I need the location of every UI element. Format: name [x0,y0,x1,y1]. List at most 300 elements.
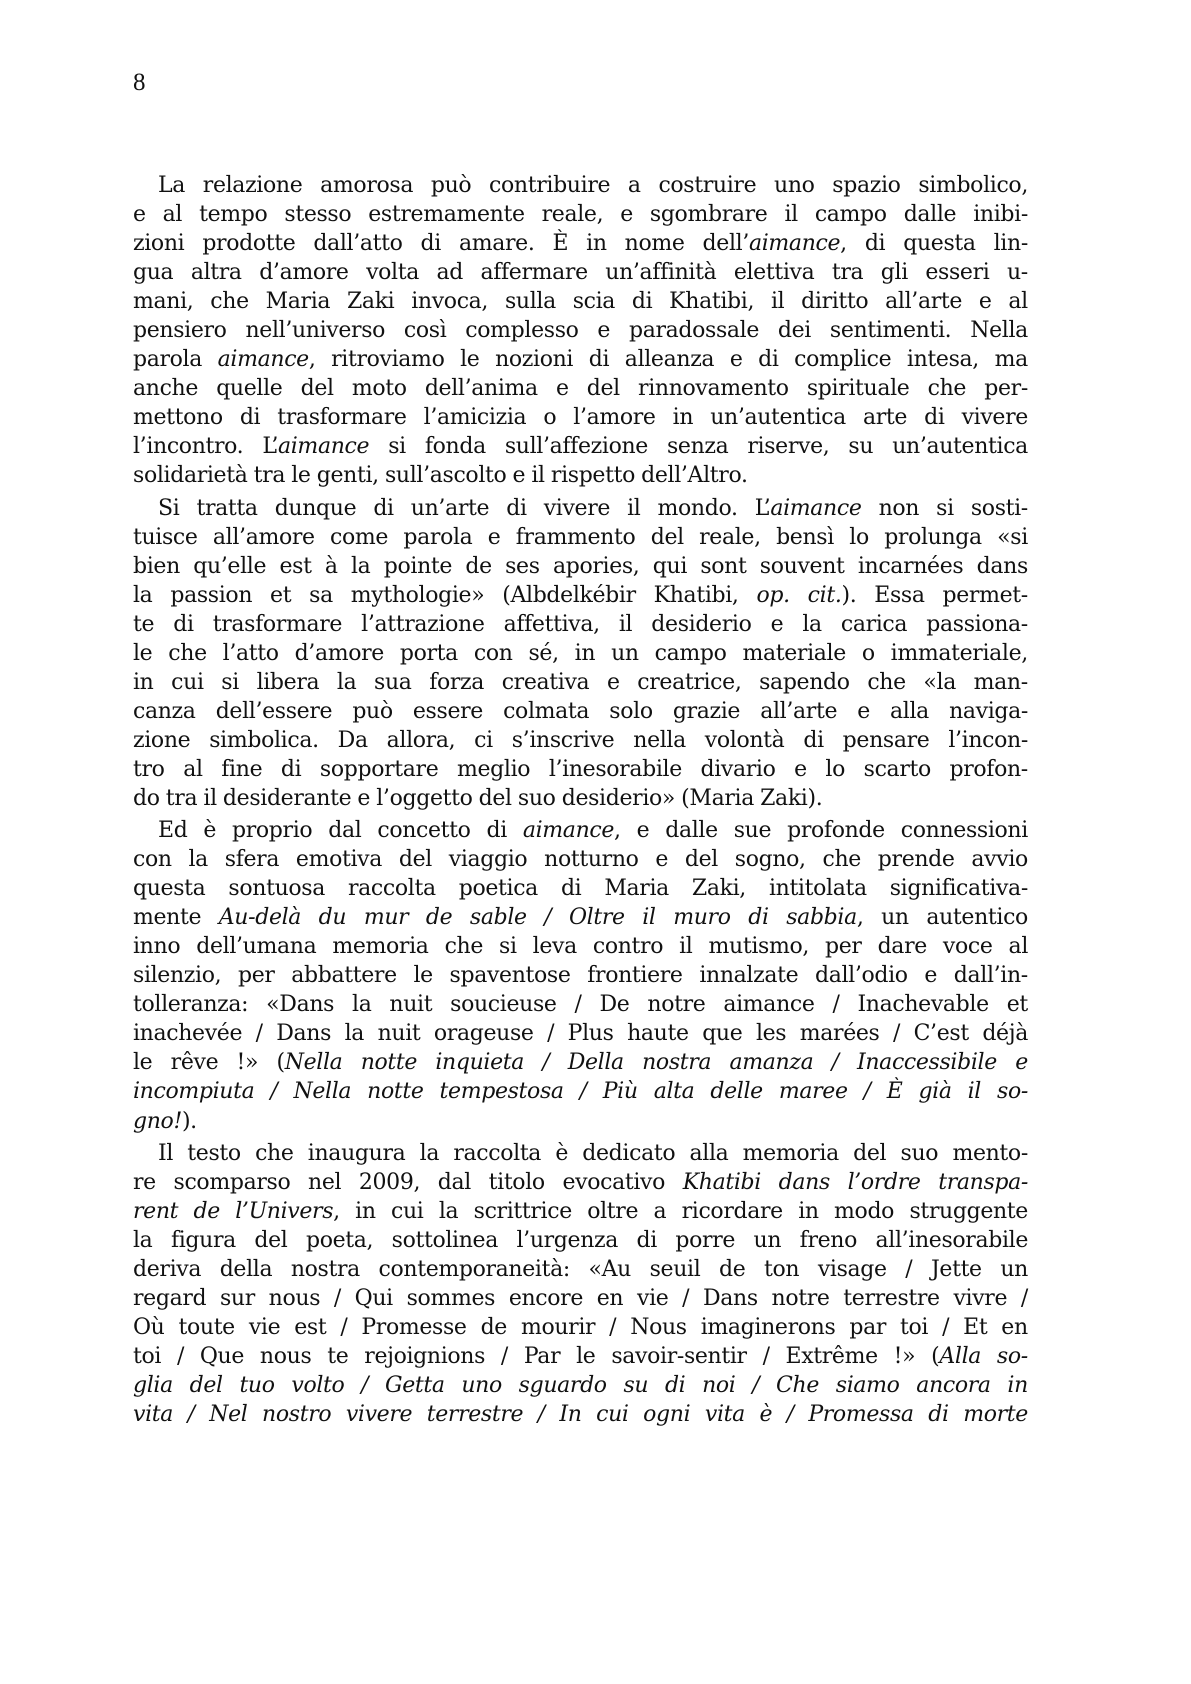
word [470,903,527,932]
italic-text: Inaccessibile [857,1050,997,1076]
word [361,1313,466,1342]
word [627,1019,689,1048]
text-line [133,755,1028,784]
italic-text: è [759,1401,773,1427]
word [764,1255,799,1284]
text: Khatibi, [669,289,755,315]
text-line [133,552,1028,581]
italic-text: aimance [770,495,862,521]
text-line [133,1255,1028,1284]
text: così [403,318,447,344]
word [742,639,845,668]
word [926,903,1028,932]
text: porre [675,1227,736,1253]
word [133,345,202,374]
word [538,1400,545,1429]
word [807,374,910,403]
text: che [210,289,249,315]
word [440,1077,564,1106]
word [997,1342,1028,1371]
text: relazione [202,173,303,198]
text: gli [880,260,908,286]
word [673,697,740,726]
text: scomparso [173,1169,291,1195]
word [505,287,556,316]
word [568,1048,624,1077]
text: d’amore [259,260,349,286]
text: può [430,173,472,198]
word [778,316,811,345]
word [690,1139,729,1168]
word [900,1313,928,1342]
text: autentico [926,905,1028,931]
text: tra [831,260,864,286]
word [555,1139,568,1168]
italic-text: gno! [133,1108,182,1134]
word [194,1197,220,1226]
text: sgombrare [649,202,768,228]
italic-text: Nella [284,1050,343,1076]
word [424,403,527,432]
word [425,374,538,403]
word [667,432,728,461]
text: come [330,524,389,550]
italic-text: l’ordre [847,1169,921,1195]
word [544,494,610,523]
word [857,697,870,726]
word [637,816,650,845]
text: La [158,173,186,198]
word [637,1226,657,1255]
italic-text: tempestosa [439,1079,564,1105]
word [239,1371,274,1400]
italic-text: / [831,1050,839,1076]
word [756,1019,786,1048]
word [133,990,248,1019]
word [580,1077,587,1106]
word [655,845,668,874]
text: dare [877,934,927,960]
text: cui [391,1198,424,1224]
italic-text: nostra [642,1050,712,1076]
text: desiderante [222,785,352,811]
word [633,726,686,755]
italic-text: notte [367,1079,424,1105]
text-line [133,639,1028,668]
word [926,610,1028,639]
word [703,229,847,258]
word [974,668,1028,697]
word [479,784,512,813]
word [561,874,581,903]
text-line [133,874,1028,903]
word [319,903,347,932]
text: silenzio, [133,963,222,989]
word [760,552,845,581]
text: aimance [723,992,815,1018]
text: e [357,785,371,811]
text: oltre [587,1198,639,1224]
word [863,403,907,432]
word [345,1019,364,1048]
word [843,1284,939,1313]
text: volta [366,260,419,286]
word [949,697,1028,726]
text: avvio [971,847,1028,873]
text: nostra [290,1256,360,1282]
text: di [486,818,507,844]
text: e [924,963,938,989]
text: o [543,405,557,431]
word [630,1313,687,1342]
text: mento- [952,1140,1028,1166]
word [133,610,154,639]
text: meglio [457,756,531,782]
word [582,1139,675,1168]
text: volontà [704,727,785,753]
word [818,1255,887,1284]
text: può [352,698,393,724]
text: prodotte [202,231,296,257]
text: anche [133,376,199,402]
text: qui [652,553,688,579]
word [637,668,741,697]
word [683,1168,761,1197]
word [1007,990,1028,1019]
italic-text: rent [133,1198,179,1224]
word [357,784,370,813]
word [779,1077,848,1106]
text: inachevée [133,1021,243,1047]
text: il [679,934,693,960]
text: emotiva [295,847,383,873]
word [133,1284,206,1313]
text: re [133,1169,156,1195]
text: Nous [630,1314,687,1340]
word [682,1197,783,1226]
word [133,1019,242,1048]
word [429,668,484,697]
text: sa [309,582,333,608]
text: suo [900,1140,939,1166]
italic-text: Khatibi [682,1169,761,1195]
word [891,639,1028,668]
text: ). [181,1108,197,1134]
text: toi [133,1343,162,1369]
text: Inachevable [857,992,989,1018]
italic-text: sabbia [786,905,857,931]
italic-text: Nella [293,1079,352,1105]
text: l’urgenza [516,1227,619,1253]
text: inibi- [973,202,1028,228]
word [864,1077,871,1106]
text: di [864,231,886,257]
text: terrestre [843,1285,940,1311]
text: fonda [424,434,486,460]
word [438,1168,471,1197]
text: rejoignions [364,1343,486,1369]
word [133,1168,156,1197]
word [779,1168,830,1197]
text: , [614,818,621,844]
word [203,784,216,813]
word [848,1168,921,1197]
word [133,755,165,784]
word [776,523,834,552]
text: dunque [274,495,357,521]
text: gua [133,260,174,286]
text: paradossale [628,318,760,344]
word [377,816,470,845]
word [1007,258,1028,287]
word [747,432,829,461]
word [754,1226,782,1255]
text: arte [862,405,908,431]
italic-text: aimance [748,231,841,257]
word [832,171,900,200]
word [457,755,530,784]
word [509,1284,583,1313]
word [801,287,868,316]
word [133,1226,152,1255]
word [800,1226,857,1255]
text: / [1020,1285,1028,1311]
text-line [133,845,1028,874]
text: in [355,1198,376,1224]
text: proprio [232,818,313,844]
word [355,1284,393,1313]
italic-text: cui [596,1401,629,1427]
text: del [478,785,512,811]
text-line [133,229,1028,258]
text: in [574,640,596,666]
word [133,1255,201,1284]
text: in [798,1198,819,1224]
word [794,755,807,784]
italic-text: incompiuta [133,1079,255,1105]
text: e [597,318,611,344]
word [849,523,869,552]
text: di [280,756,302,782]
word [331,345,444,374]
word [701,1313,836,1342]
text: al [183,756,203,782]
text: pensiero [133,318,227,344]
word [501,1342,508,1371]
text: la [419,1140,440,1166]
text: abbattere [291,963,397,989]
text: del [853,1140,887,1166]
text: / [176,1343,184,1369]
text: Par [523,1343,561,1369]
italic-text: terrestre [426,1401,524,1427]
word [489,171,610,200]
word [653,1197,666,1226]
text: l’amore [573,405,656,431]
text: imaginerons [700,1314,836,1340]
text: nous [268,1285,321,1311]
word [293,1077,351,1106]
text: evocativo [562,1169,666,1195]
text: haute [627,1021,689,1047]
text: estremamente [368,202,525,228]
word [692,874,746,903]
text: ricordare [681,1198,783,1224]
italic-text: aimance [217,347,309,373]
text: e [620,202,633,228]
text: à [324,553,338,579]
word [237,1048,259,1077]
text-line [133,345,1028,374]
word [669,287,754,316]
text-line [133,258,1028,287]
word [238,961,275,990]
word [158,1139,173,1168]
word [918,171,1028,200]
text: fine [221,756,263,782]
word [209,726,319,755]
word [170,581,252,610]
text: mourir [520,1314,596,1340]
word [254,461,285,490]
word [133,639,152,668]
word [183,755,202,784]
text: 2009, [358,1169,421,1195]
word [627,494,640,523]
word [890,874,1028,903]
word [787,1400,794,1429]
text: dans [976,553,1028,579]
text: del [650,524,684,550]
word [562,784,675,813]
text: di [758,347,779,373]
word [133,1400,173,1429]
text: un [753,1227,782,1253]
word [893,1019,900,1048]
word [599,990,629,1019]
word [878,845,955,874]
word [325,552,338,581]
word [681,784,754,813]
text: il [627,495,641,521]
text-line [133,961,1028,990]
word [878,932,927,961]
text: notre [647,992,706,1018]
italic-text: Più [602,1079,638,1105]
text: L’ [754,495,771,521]
text: vivre [953,1285,1008,1311]
word [734,816,771,845]
word [890,697,929,726]
word [320,171,413,200]
text: savoir-sentir [611,1343,747,1369]
text-line [133,316,1028,345]
word [296,845,382,874]
text: e [555,376,569,402]
text: seuil [649,1256,701,1282]
word [756,581,789,610]
italic-text: vivere [345,1401,413,1427]
text: il [203,785,217,811]
word [389,990,432,1019]
text: si [221,669,239,695]
text: scia [572,289,616,315]
text: un [881,905,909,931]
italic-text: de [193,1198,220,1224]
text: sua [374,669,412,695]
text: vie [636,1285,669,1311]
word [953,1284,1007,1313]
word [936,494,954,523]
word [200,1342,244,1371]
word [188,1400,195,1429]
word [968,1077,981,1106]
text: zione [133,727,191,753]
text: et [270,582,292,608]
word [629,316,759,345]
word [705,1400,745,1429]
text: all’inesorabile [875,1227,1028,1253]
word [705,726,785,755]
italic-text: / [187,1401,195,1427]
text: rêve [170,1050,219,1076]
word [474,1197,572,1226]
italic-text: l’Univers [235,1198,334,1224]
text: campo [814,202,887,228]
word [544,845,638,874]
text: soucieuse [450,992,557,1018]
word [276,1019,331,1048]
text: del [586,376,620,402]
text: si [388,434,406,460]
text: sont [700,553,747,579]
italic-text: di [748,905,769,931]
text: l’atto [222,640,279,666]
word [364,1342,485,1371]
word [232,816,312,845]
text: del [684,847,718,873]
italic-text: glia [133,1372,173,1398]
word [171,668,203,697]
word [642,903,655,932]
word [434,1019,534,1048]
word [407,1284,495,1313]
text: sottolinea [391,1227,498,1253]
italic-text: in [1007,1372,1028,1398]
word [425,432,486,461]
word [411,287,488,316]
word [203,816,216,845]
italic-text: de [425,905,453,931]
italic-text: / [786,1401,794,1427]
text-line [133,1226,1028,1255]
text: invoca, [411,289,489,315]
word [593,932,663,961]
text-line [133,1284,1028,1313]
text: si [499,934,517,960]
word [518,784,556,813]
italic-text: noi [702,1372,736,1398]
word [257,668,320,697]
word [823,845,861,874]
italic-text: Promessa [808,1401,914,1427]
italic-text: e [1015,1050,1028,1076]
word [658,171,756,200]
text: / [905,1256,913,1282]
word [901,1139,939,1168]
word [685,845,718,874]
text: sommes [406,1285,496,1311]
